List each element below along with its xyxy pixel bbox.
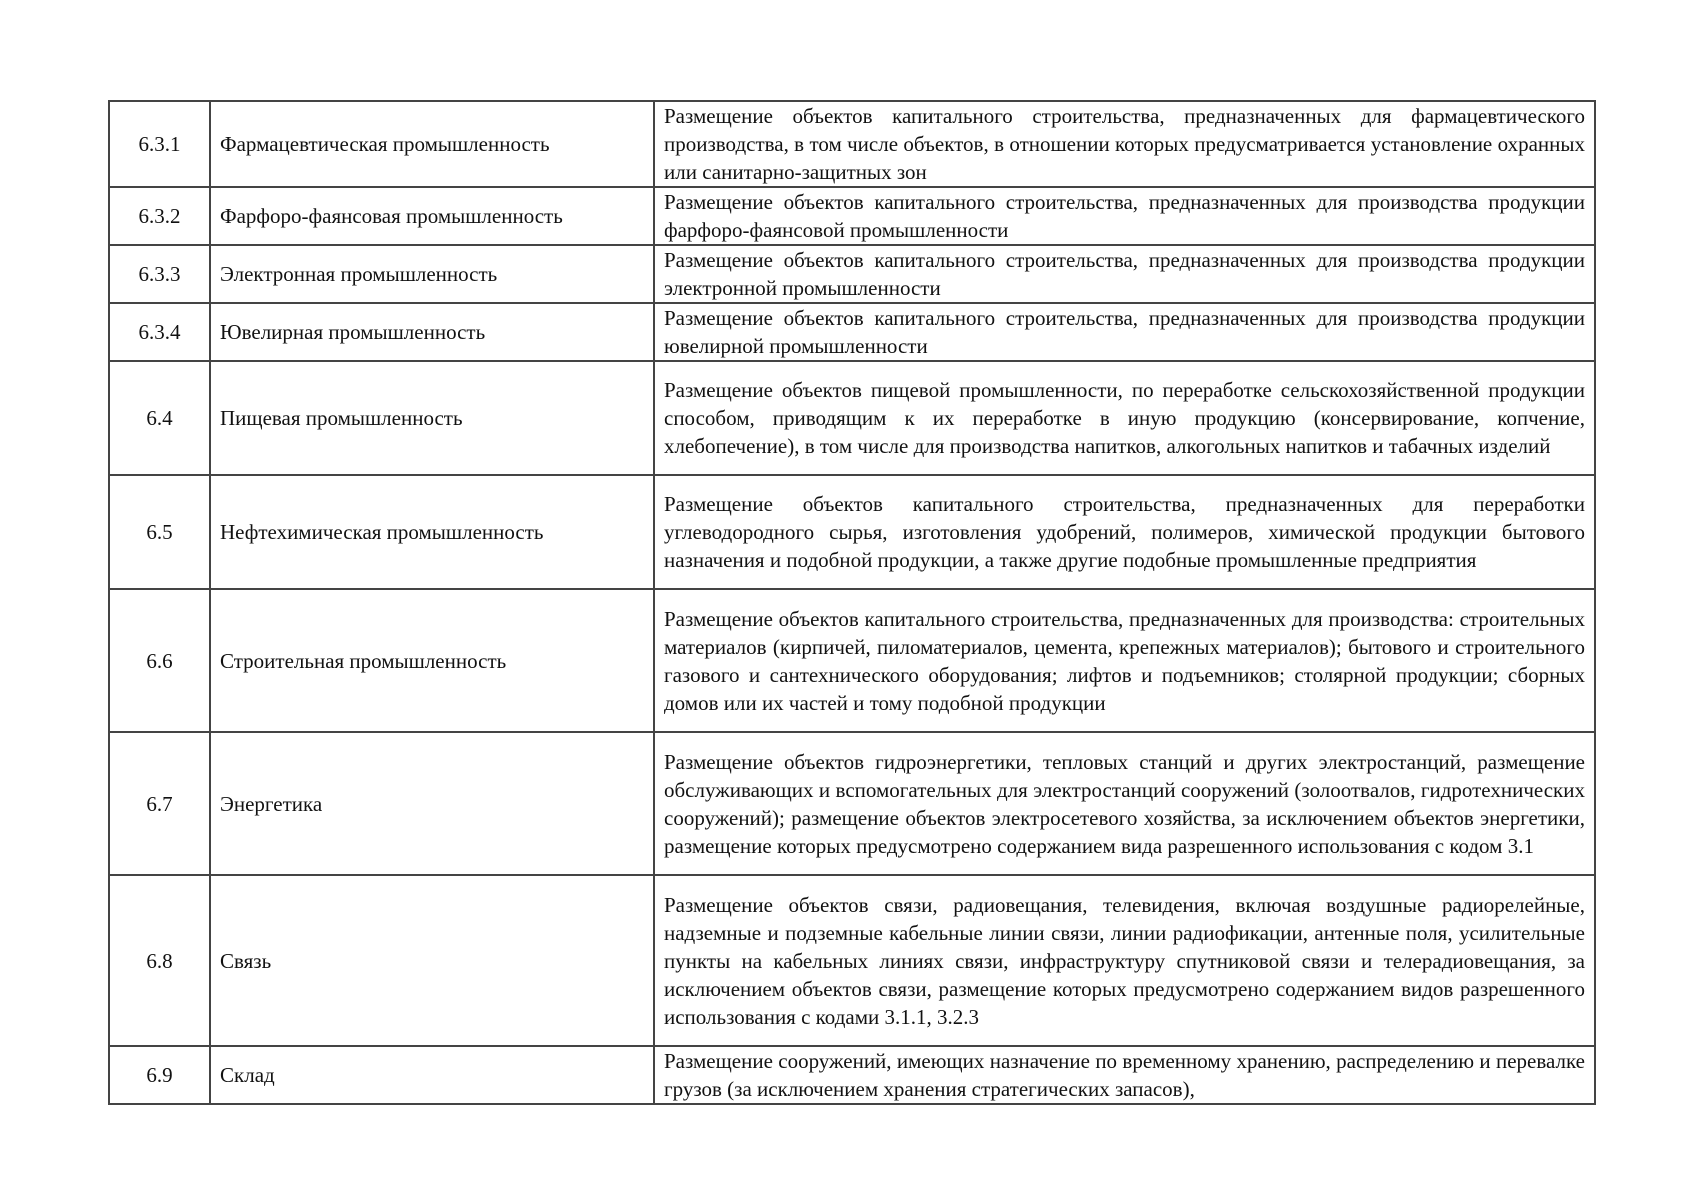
row-name: Ювелирная промышленность	[210, 303, 654, 361]
row-description: Размещение объектов капитального строительства, предназначенных для производства: строительных материалов (кирпичей, пиломатериалов, цемента, крепежных материалов); бытового и строительного газового и сантехнического оборудования; лифтов и подъемников; столярной продукции; сборных домов или их частей и тому подобной продукции	[654, 589, 1595, 732]
row-code: 6.8	[109, 875, 210, 1046]
row-description: Размещение объектов капитального строительства, предназначенных для производства продукции электронной промышленности	[654, 245, 1595, 303]
row-description: Размещение объектов капитального строительства, предназначенных для производства продукции фарфоро-фаянсовой промышленности	[654, 187, 1595, 245]
row-code: 6.6	[109, 589, 210, 732]
table-row	[109, 1046, 1595, 1104]
row-name: Пищевая промышленность	[210, 361, 654, 475]
row-name: Склад	[210, 1046, 654, 1104]
row-description: Размещение объектов пищевой промышленности, по переработке сельскохозяйственной продукции способом, приводящим к их переработке в иную продукцию (консервирование, копчение, хлебопечение), в том числе для производства напитков, алкогольных напитков и табачных изделий	[654, 361, 1595, 475]
row-description: Размещение объектов капитального строительства, предназначенных для производства продукции ювелирной промышленности	[654, 303, 1595, 361]
row-description: Размещение сооружений, имеющих назначение по временному хранению, распределению и перевалке грузов (за исключением хранения стратегических запасов),	[654, 1046, 1595, 1104]
row-name: Энергетика	[210, 732, 654, 875]
row-code: 6.3.4	[109, 303, 210, 361]
table-row	[109, 475, 1595, 589]
row-code: 6.3.3	[109, 245, 210, 303]
table-row	[109, 361, 1595, 475]
row-description: Размещение объектов связи, радиовещания, телевидения, включая воздушные радиорелейные, надземные и подземные кабельные линии связи, линии радиофикации, антенные поля, усилительные пункты на кабельных линиях связи, инфраструктуру спутниковой связи и телерадиовещания, за исключением объектов связи, размещение которых предусмотрено содержанием видов разрешенного использования с кодами 3.1.1, 3.2.3	[654, 875, 1595, 1046]
table-row	[109, 245, 1595, 303]
row-code: 6.5	[109, 475, 210, 589]
row-name: Связь	[210, 875, 654, 1046]
table-row	[109, 303, 1595, 361]
table-row	[109, 187, 1595, 245]
land-use-table	[108, 100, 1596, 1105]
table-row	[109, 875, 1595, 1046]
table-row	[109, 589, 1595, 732]
row-name: Электронная промышленность	[210, 245, 654, 303]
row-name: Нефтехимическая промышленность	[210, 475, 654, 589]
row-code: 6.4	[109, 361, 210, 475]
row-name: Строительная промышленность	[210, 589, 654, 732]
table-row	[109, 101, 1595, 187]
row-description: Размещение объектов капитального строительства, предназначенных для переработки углеводородного сырья, изготовления удобрений, полимеров, химической продукции бытового назначения и подобной продукции, а также другие подобные промышленные предприятия	[654, 475, 1595, 589]
row-description: Размещение объектов капитального строительства, предназначенных для фармацевтического производства, в том числе объектов, в отношении которых предусматривается установление охранных или санитарно-защитных зон	[654, 101, 1595, 187]
row-name: Фарфоро-фаянсовая промышленность	[210, 187, 654, 245]
row-code: 6.9	[109, 1046, 210, 1104]
document-page	[108, 100, 1594, 1105]
table-row	[109, 732, 1595, 875]
row-code: 6.3.2	[109, 187, 210, 245]
row-code: 6.3.1	[109, 101, 210, 187]
row-description: Размещение объектов гидроэнергетики, тепловых станций и других электростанций, размещение обслуживающих и вспомогательных для электростанций сооружений (золоотвалов, гидротехнических сооружений); размещение объектов электросетевого хозяйства, за исключением объектов энергетики, размещение которых предусмотрено содержанием вида разрешенного использования с кодом 3.1	[654, 732, 1595, 875]
row-code: 6.7	[109, 732, 210, 875]
row-name: Фармацевтическая промышленность	[210, 101, 654, 187]
